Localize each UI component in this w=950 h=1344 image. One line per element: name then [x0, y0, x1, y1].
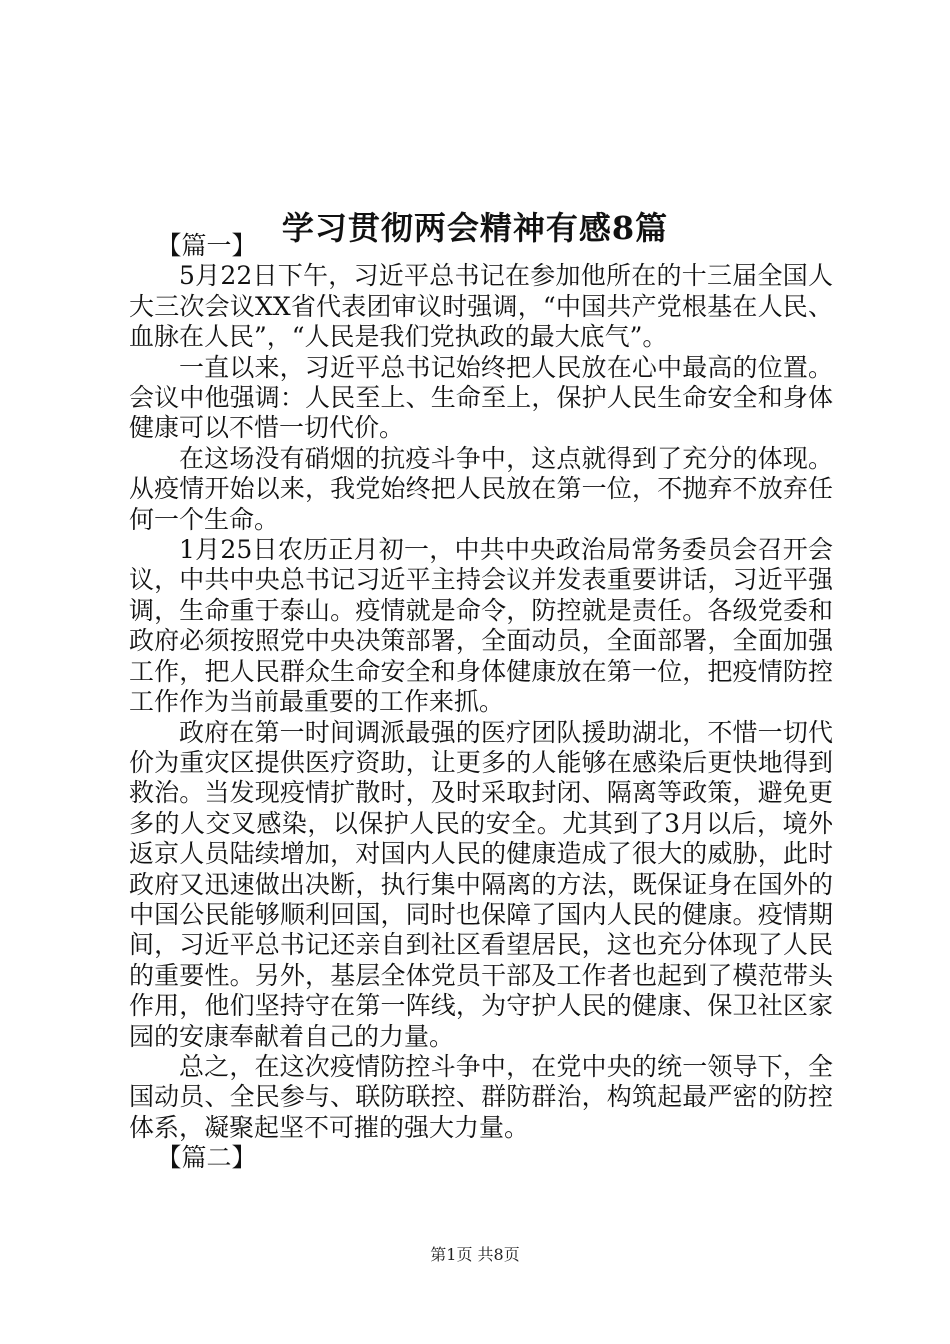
page-footer: 第1页 共8页 [430, 1245, 520, 1264]
paragraph: 总之，在这次疫情防控斗争中，在党中央的统一领导下，全国动员、全民参与、联防联控、群防群治，构筑起最严密的防控体系，凝聚起坚不可摧的强大力量。 [129, 1051, 833, 1142]
paragraph: 一直以来，习近平总书记始终把人民放在心中最高的位置。会议中他强调：人民至上、生命至上，保护人民生命安全和身体健康可以不惜一切代价。 [129, 352, 833, 443]
document-title: 学习贯彻两会精神有感8篇 [281, 209, 669, 248]
paragraph: 5月22日下午，习近平总书记在参加他所在的十三届全国人大三次会议XX省代表团审议时强调，“中国共产党根基在人民、血脉在人民”，“人民是我们党执政的最大底气”。 [129, 261, 833, 352]
paragraph: 1月25日农历正月初一，中共中央政治局常务委员会召开会议，中共中央总书记习近平主持会议并发表重要讲话，习近平强调，生命重于泰山。疫情就是命令，防控就是责任。各级党委和政府必须按照党中央决策部署，全面动员，全面部署，全面加强工作，把人民群众生命安全和身体健康放在第一位，把疫情防控工作作为当前最重要的工作来抓。 [129, 535, 833, 717]
paragraph: 在这场没有硝烟的抗疫斗争中，这点就得到了充分的体现。从疫情开始以来，我党始终把人民放在第一位，不抛弃不放弃任何一个生命。 [129, 443, 833, 534]
section-heading: 【篇二】 [156, 1143, 257, 1173]
paragraph: 政府在第一时间调派最强的医疗团队援助湖北，不惜一切代价为重灾区提供医疗资助，让更多的人能够在感染后更快地得到救治。当发现疫情扩散时，及时采取封闭、隔离等政策，避免更多的人交叉感染，以保护人民的安全。尤其到了3月以后，境外返京人员陆续增加，对国内人民的健康造成了很大的威胁，此时政府又迅速做出决断，执行集中隔离的方法，既保证身在国外的中国公民能够顺利回国，同时也保障了国内人民的健康。疫情期间，习近平总书记还亲自到社区看望居民，这也充分体现了人民的重要性。另外，基层全体党员干部及工作者也起到了模范带头作用，他们坚持守在第一阵线，为守护人民的健康、保卫社区家园的安康奉献着自己的力量。 [129, 717, 833, 1051]
section-heading: 【篇一】 [156, 231, 257, 260]
document-body [129, 231, 833, 1174]
